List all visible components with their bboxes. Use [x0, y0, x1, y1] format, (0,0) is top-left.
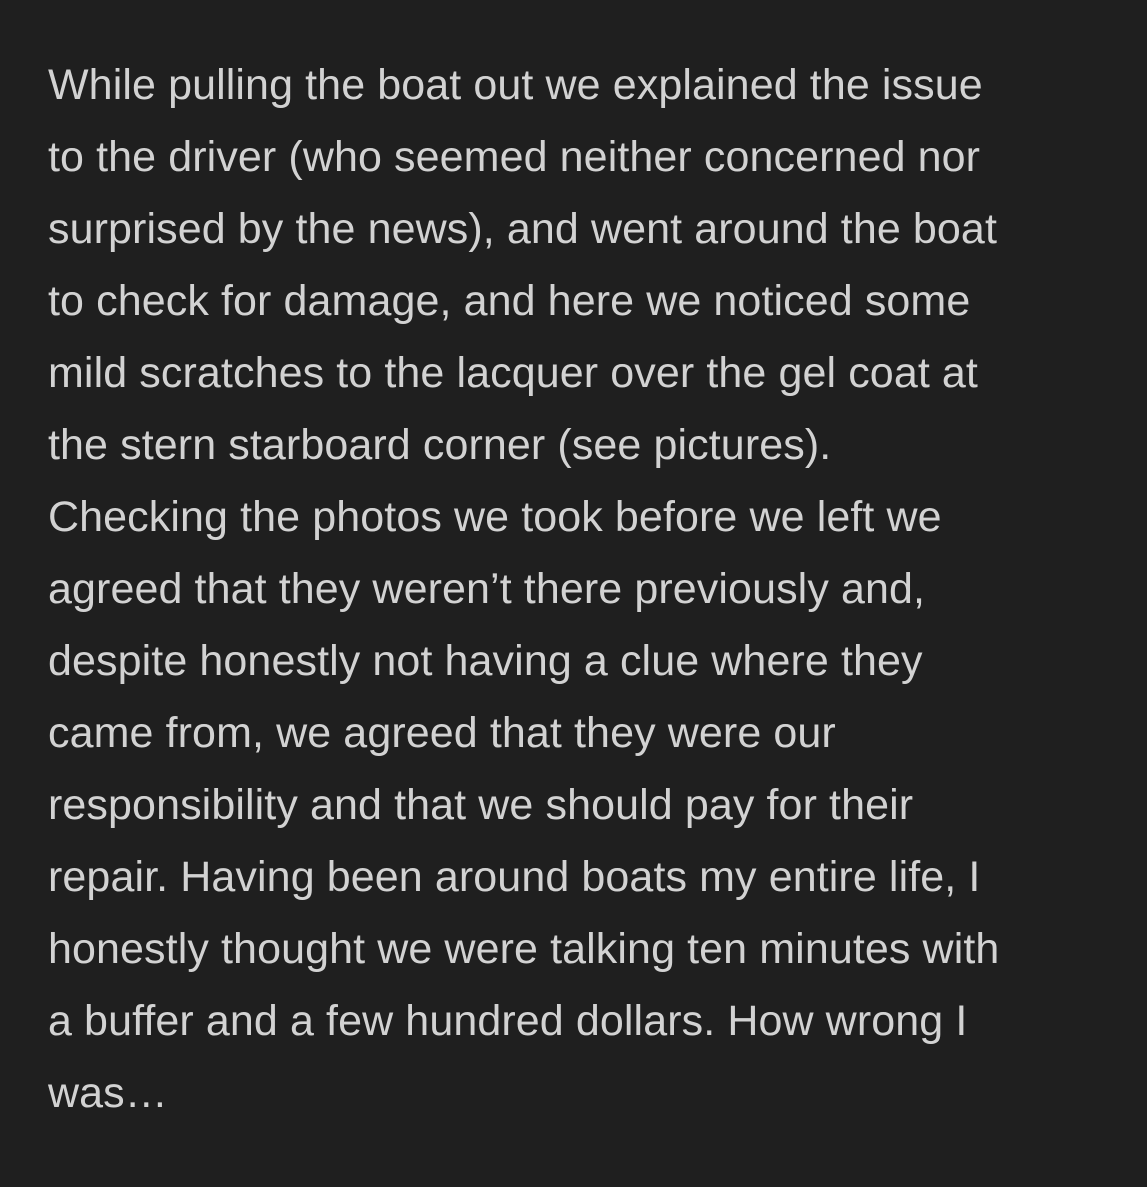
- text-line: came from, we agreed that they were our: [48, 709, 836, 757]
- text-line: surprised by the news), and went around the boat: [48, 205, 997, 253]
- text-line: repair. Having been around boats my entire life, I: [48, 853, 981, 901]
- text-line: despite honestly not having a clue where they: [48, 637, 923, 685]
- text-line: Checking the photos we took before we left we: [48, 493, 942, 541]
- text-line: to check for damage, and here we noticed some: [48, 277, 971, 325]
- text-line: mild scratches to the lacquer over the gel coat at: [48, 349, 978, 397]
- body-paragraph: [48, 49, 1133, 1129]
- text-line: agreed that they weren’t there previously and,: [48, 565, 926, 613]
- text-line: honestly thought we were talking ten minutes with: [48, 925, 1000, 973]
- text-line: the stern starboard corner (see pictures).: [48, 421, 832, 469]
- text-line: was…: [48, 1069, 168, 1117]
- text-line: to the driver (who seemed neither concerned nor: [48, 133, 981, 181]
- text-line: responsibility and that we should pay for their: [48, 781, 914, 829]
- text-line: a buffer and a few hundred dollars. How wrong I: [48, 997, 968, 1045]
- text-line: While pulling the boat out we explained the issue: [48, 61, 983, 109]
